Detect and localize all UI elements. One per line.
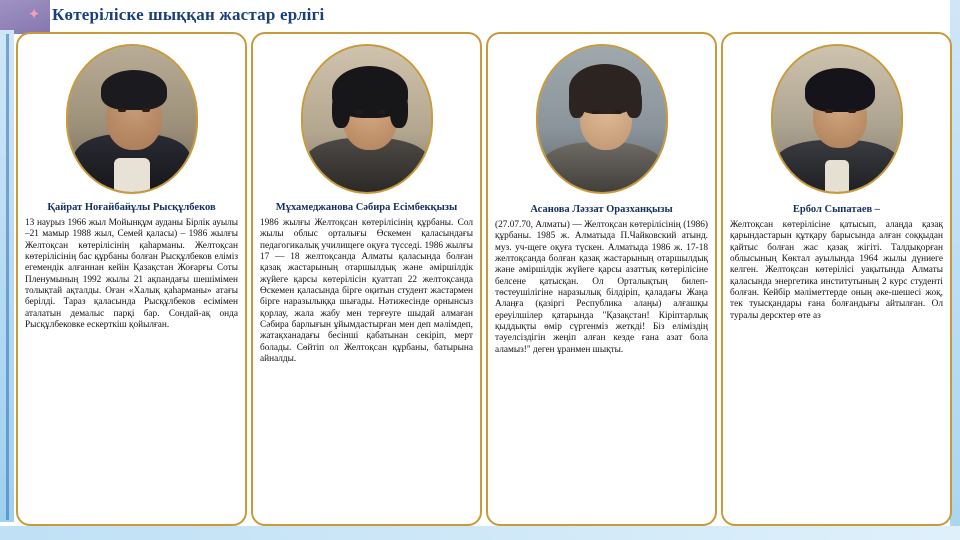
- person-name: Қайрат Ноғайбайұлы Рысқұлбеков: [47, 202, 216, 213]
- portrait-image: [773, 46, 901, 192]
- left-accent-line: [6, 34, 9, 520]
- person-name: Асанова Ләззат Оразханқызы: [530, 204, 673, 215]
- profile-card: [251, 32, 482, 526]
- diamond-bullet-icon: ✦: [27, 7, 41, 23]
- portrait-image: [538, 46, 666, 192]
- person-name: Мұхамеджанова Сәбира Есімбекқызы: [275, 202, 458, 213]
- portrait-kairat-ryskulbekov: [66, 44, 198, 194]
- person-name: Ербол Сыпатаев –: [792, 204, 881, 215]
- person-description: 1986 жылғы Желтоқсан көтерілісінің құрбаны. Сол жылы облыс орталығы Өскемен қаласындағы педагогикалық училищеге оқуға түсседі. 1986 жылғы 17 — 18 желтоқсанда Алматы қаласында болған қазақ жастарының отаршылдық және әмiршiлдiк жүйеге қарсы көтерiлiсiн қуаттап 22 желтоқсанда Өскемен қаласында бiрге оқитын студент жастармен бiрге наразылыққа шығады. Нәтижесінде орнынсыз қорлау, жала жабу мен терғеуге шыдай алмаған Сәбира барлығын ұйымдастырған мен деп мәлiмдеп, жатақханадағы бесiншi қабатынан секiрiп, мерт болады. Сөйтiп ол Желтоқсан құрбаны, батырына айналды.: [260, 218, 473, 365]
- bottom-decorative-bar: [0, 526, 960, 540]
- profile-card: [721, 32, 952, 526]
- portrait-image: [303, 46, 431, 192]
- profile-card-list: [16, 32, 952, 526]
- profile-card: [486, 32, 717, 526]
- person-description: Желтоқсан көтерілісіне қатысып, алаңда қазақ қарындастарын құтқару барысында алған соққыдан қайтыс болған жас қазақ жігіті. Талдықорған облысының Көктал ауылында 1964 жылы дүниеге келген. Желтоқсан көтерiлiсi уақытында Алматы қаласында энергетика институтының 2 курс студенті болған. Кейбiр мәлiметтерде оның әке-шешесi жоқ, тек туысқандары ғана болғандығы айтылған. Ол туралы дерсктер өте аз: [730, 220, 943, 321]
- person-description: (27.07.70, Алматы) — Желтоқсан көтерілісінің (1986) құрбаны. 1985 ж. Алматыда П.Чайковский атынд. муз. уч-щеге оқуға түскен. Алматыда 1986 ж. 17-18 желтоқсанда болған қазақ жастарының отаршылдық және әмiршiлдiк жүйеге қарсы азаттық көтерiлiсiне белсене қатысқан. Ол Орталықтың билеп-төстеушiлiгiне наразылық бiлдiрiп, қаладағы Жаңа Алаңға (қазiргi Республика алаңы) алғашқы ереуілшілер қатарында "Қазақстан! Кiрiптарлық қыддықты өмiр сүргенмiз жеткдi! Бiз елiмiздiң тәуелсiздiгiн жеңiп алған кезде ғана азат бола аламыз!" деген ұранмен шықты.: [495, 220, 708, 355]
- portrait-erbol-sypataev: [771, 44, 903, 194]
- profile-card: [16, 32, 247, 526]
- slide-header: [0, 0, 960, 30]
- page-title: Көтеріліске шыққан жастар ерлігі: [52, 5, 325, 24]
- portrait-sabira-mukhamedzhanova: [301, 44, 433, 194]
- portrait-lazzat-asanova: [536, 44, 668, 194]
- portrait-image: [68, 46, 196, 192]
- person-description: 13 наурыз 1966 жыл Мойынқұм ауданы Бірлік ауылы –21 мамыр 1988 жыл, Семей қаласы) – 1986 жылғы Желтоқсан көтерілісінің қаһарманы. Желтоқсан көтерілісінің бас құрбаны болған Рысқұлбеков елімiз егемендiк алғаннан кейiн Қазақстан Жоғарғы Соты Пленумының 1992 жылы 21 ақпандағы шешiмiмен толықтай ақталды. Оған «Халық қаһарманы» атағы берiлдi. Тараз қаласында Рысқұлбеков есiмiмен аталатын демалыс парқi бар. Сондай-ақ онда Рысқұлбековке ескерткiш қойылған.: [25, 218, 238, 331]
